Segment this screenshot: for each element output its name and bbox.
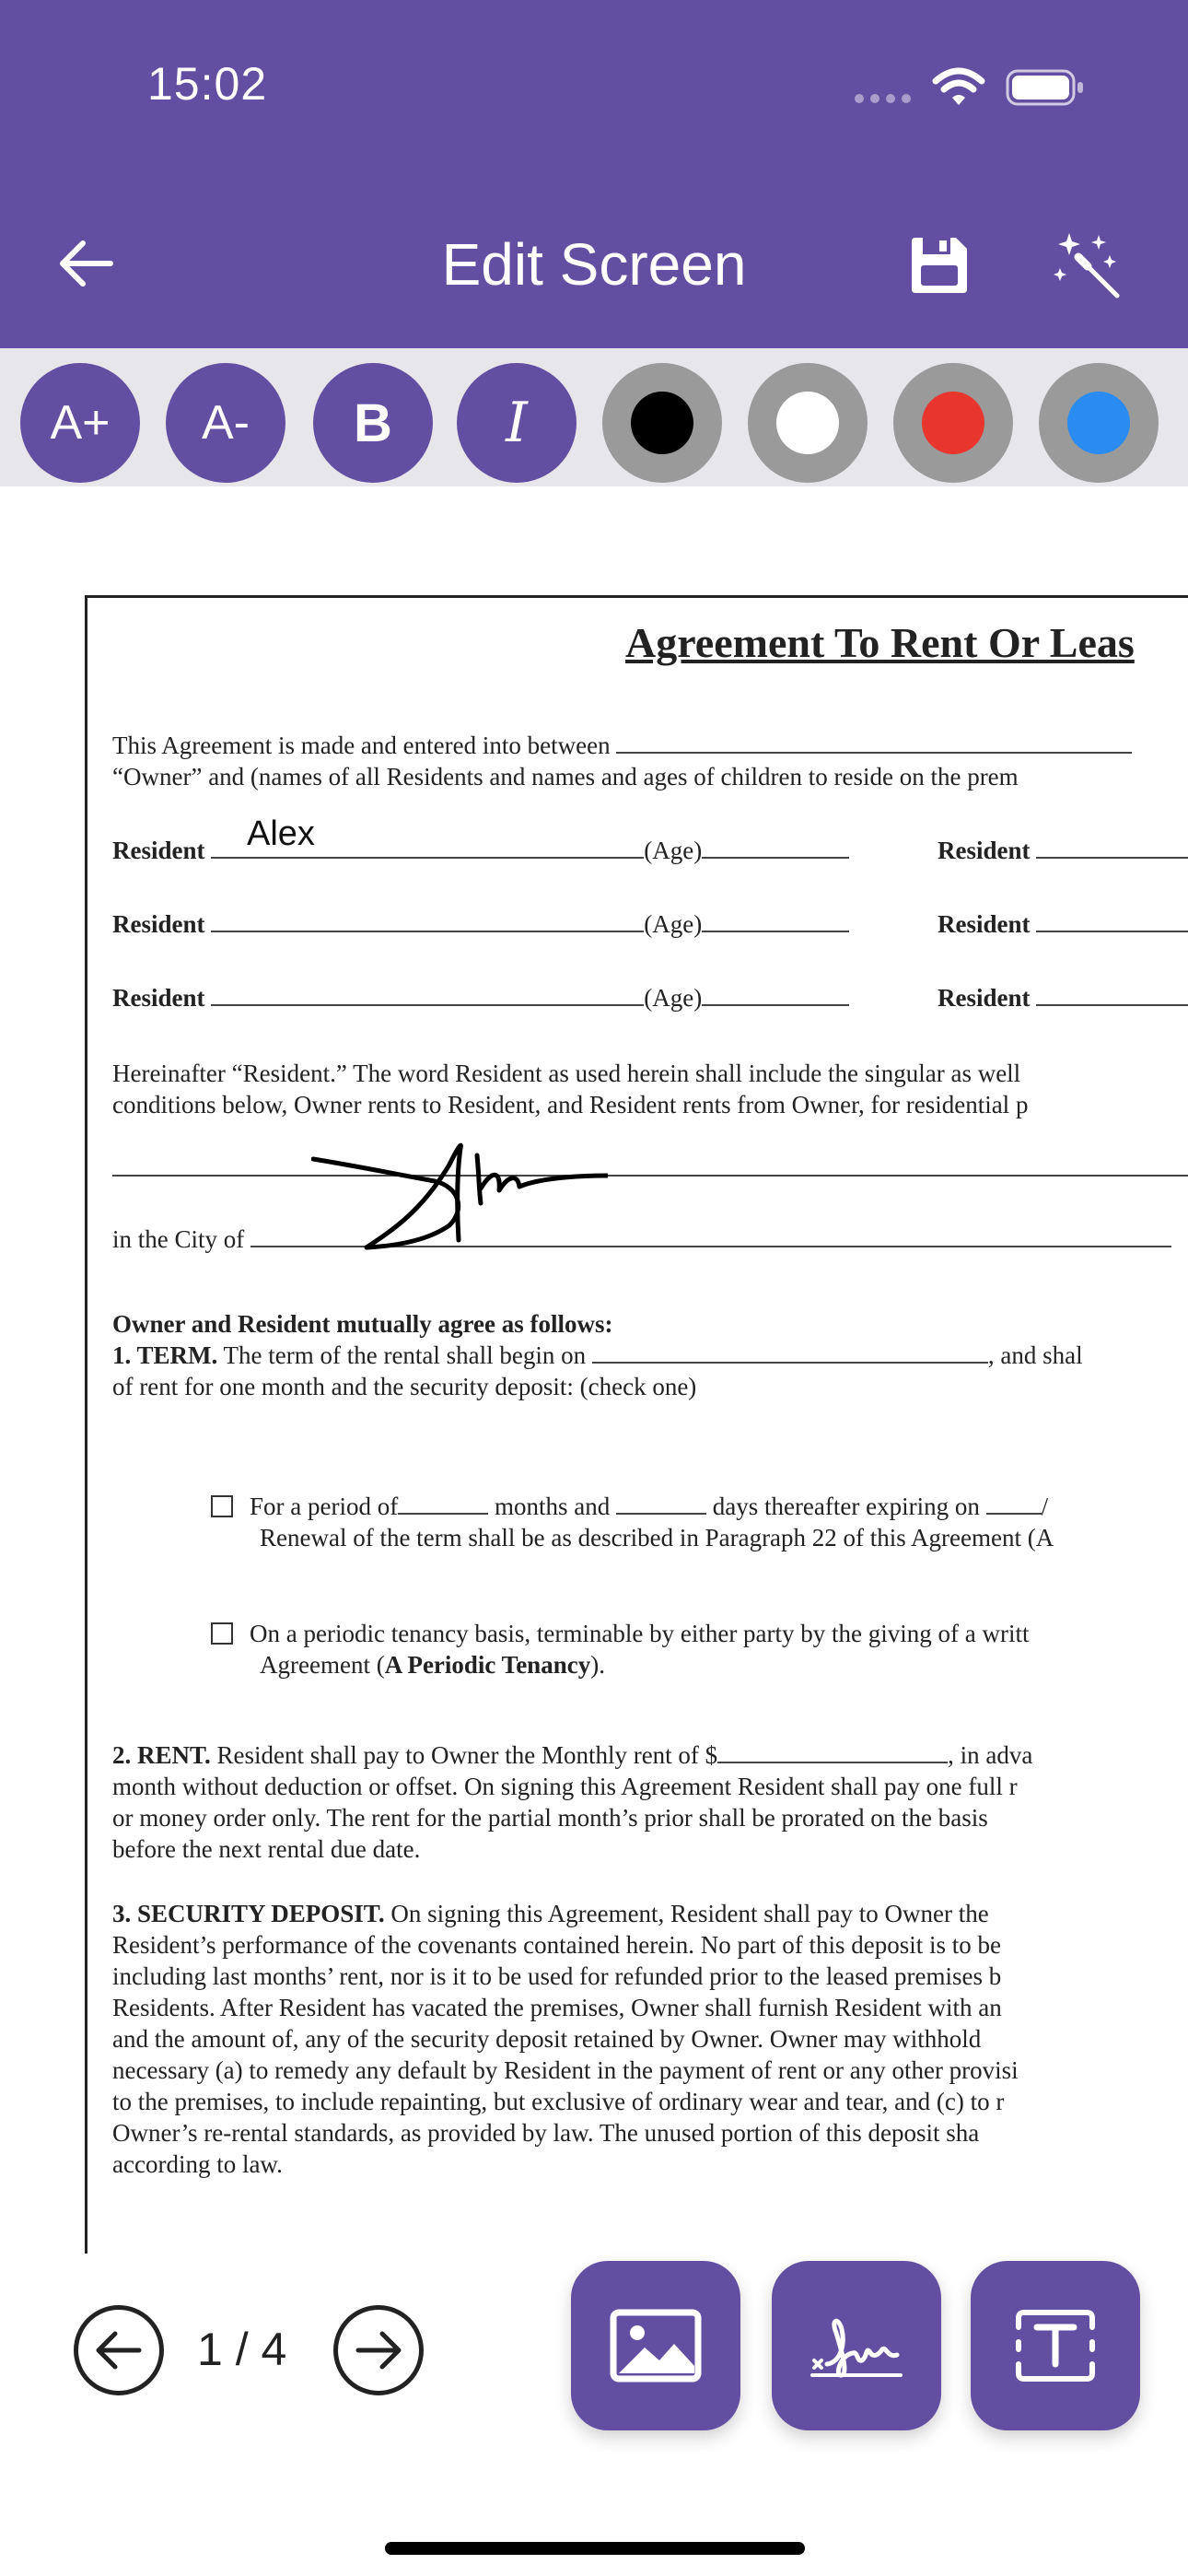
doc-line-city: in the City of — [112, 1224, 1171, 1256]
doc-line-resident-2b: Resident — [938, 909, 1188, 941]
next-page-button[interactable] — [333, 2305, 424, 2395]
add-text-button[interactable] — [971, 2261, 1140, 2430]
doc-line-deposit-2: Resident’s performance of the covenants contained herein. No part of this deposit is to be — [112, 1931, 1001, 1959]
doc-line-rent-4: before the next rental due date. — [112, 1835, 421, 1863]
floppy-disk-icon — [908, 234, 971, 297]
screen-title: Edit Screen — [441, 231, 747, 298]
color-swatch-blue[interactable] — [1039, 363, 1159, 483]
color-swatch-black[interactable] — [602, 363, 722, 483]
image-icon — [610, 2309, 702, 2383]
doc-line-intro: This Agreement is made and entered into between — [112, 731, 1132, 762]
doc-line-term-2: of rent for one month and the security deposit: (check one) — [112, 1373, 697, 1400]
doc-line-deposit-6: necessary (a) to remedy any default by Resident in the payment of rent or any other provisi — [112, 2056, 1019, 2084]
doc-line-resident-3: Resident (Age) — [112, 983, 849, 1014]
doc-line-resident-1: Resident (Age) — [112, 836, 849, 867]
doc-line-address-blank — [112, 1151, 1188, 1185]
magic-button[interactable] — [1046, 227, 1129, 306]
doc-line-option-2b: Agreement (A Periodic Tenancy). — [260, 1651, 605, 1679]
doc-line-rent: 2. RENT. Resident shall pay to Owner the Monthly rent of $ , in adva — [112, 1741, 1033, 1769]
checkbox-fixed-term[interactable] — [211, 1495, 233, 1517]
doc-line-option-2: On a periodic tenancy basis, terminable by either party by the giving of a writt — [211, 1619, 1030, 1650]
doc-line-resident-1b: Resident — [938, 836, 1188, 867]
doc-line-agree-heading: Owner and Resident mutually agree as follows: — [112, 1310, 613, 1338]
document-viewport[interactable] — [0, 486, 1188, 2254]
doc-line-term: 1. TERM. The term of the rental shall begin on , and shal — [112, 1341, 1083, 1369]
add-image-button[interactable] — [571, 2261, 740, 2430]
doc-line-rent-2: month without deduction or offset. On signing this Agreement Resident shall pay one full r — [112, 1773, 1018, 1800]
magic-wand-icon — [1051, 231, 1124, 301]
doc-line-deposit-3: including last months’ rent, nor is it to be used for refunded prior to the leased premises b — [112, 1962, 1002, 1990]
wifi-icon — [932, 66, 985, 107]
doc-line-rent-3: or money order only. The rent for the partial month’s prior shall be prorated on the basis — [112, 1804, 988, 1832]
checkbox-periodic-tenancy[interactable] — [211, 1622, 233, 1645]
resident-name-text-annotation[interactable]: Alex — [247, 814, 315, 853]
page-indicator: 1 / 4 — [197, 2324, 287, 2375]
arrow-left-icon — [93, 2328, 145, 2372]
doc-line-deposit-7: to the premises, to include repainting, but exclusive of ordinary wear and tear, and (c) to r — [112, 2088, 1005, 2115]
add-signature-button[interactable] — [772, 2261, 941, 2430]
doc-line-deposit-4: Residents. After Resident has vacated the premises, Owner shall furnish Resident with an — [112, 1994, 1002, 2021]
doc-line-deposit: 3. SECURITY DEPOSIT. On signing this Agreement, Resident shall pay to Owner the — [112, 1900, 989, 1927]
italic-button[interactable]: I — [457, 363, 577, 483]
text-box-icon — [1011, 2307, 1100, 2384]
status-time: 15:02 — [147, 58, 268, 110]
color-swatch-red[interactable] — [893, 363, 1013, 483]
doc-line-option-1: For a period of months and days thereafter expiring on / — [211, 1492, 1048, 1523]
battery-icon — [1006, 68, 1087, 107]
signature-icon — [809, 2309, 904, 2383]
doc-line-deposit-5: and the amount of, any of the security deposit retained by Owner. Owner may withhold — [112, 2025, 982, 2053]
document-title: Agreement To Rent Or Leas — [625, 619, 1135, 666]
decrease-font-button[interactable]: A- — [166, 363, 285, 483]
bold-button[interactable]: B — [313, 363, 433, 483]
doc-line-owner: “Owner” and (names of all Residents and names and ages of children to reside on the prem — [112, 763, 1019, 790]
doc-line-conditions: conditions below, Owner rents to Resident, and Resident rents from Owner, for residential p — [112, 1091, 1029, 1118]
doc-line-resident-2: Resident (Age) — [112, 909, 849, 941]
cellular-signal-icon — [855, 94, 911, 103]
home-indicator — [385, 2542, 805, 2555]
color-swatch-white[interactable] — [748, 363, 868, 483]
doc-line-resident-3b: Resident — [938, 983, 1188, 1014]
doc-line-deposit-8: Owner’s re-rental standards, as provided by law. The unused portion of this deposit sha — [112, 2119, 980, 2147]
doc-line-deposit-9: according to law. — [112, 2150, 283, 2178]
doc-line-hereinafter: Hereinafter “Resident.” The word Resident as used herein shall include the singular as well — [112, 1060, 1021, 1087]
arrow-right-icon — [353, 2328, 404, 2372]
previous-page-button[interactable] — [74, 2305, 164, 2395]
save-button[interactable] — [903, 228, 976, 302]
document-page: Agreement To Rent Or Leas This Agreement is made and entered into between “Owner” and (names of all Residents and names and ages of children to reside on the prem Resident (Age) Resident Resident (Age) Resident Resident (Age) Resident Hereinafter “Resident.” The word Resident as used herein shall include the singular as well conditions below, Owner rents to Resident, and Resident rents from Owner, for residential p in the City of Owner and Resident mutually agree as follows: 1. TERM. The term of the rental shall begin on , and shal of rent for one month and the security deposit: (check one) For a period of months and days thereafter expiring on / Renewal of the term shall be as described in Paragraph 22 of this Agreement (A On a periodic tenancy basis, terminable by either party by the giving of a writt Agreement (A Periodic Tenancy). 2. RENT. Resident shall pay to Owner the Monthly rent of $ , in adva month without deduction or offset. On signing this Agreement Resident shall pay one full r or money order only. The rent for the partial month’s prior shall be prorated on the basis before the next rental due date. 3. SECURITY DEPOSIT. On signing this Agreement, Resident shall pay to Owner the Resident’s performance of the covenants contained herein. No part of this deposit is to be including last months’ rent, nor is it to be used for refunded prior to the leased premises b Residents. After Resident has vacated the premises, Owner shall furnish Resident with an and the amount of, any of the security deposit retained by Owner. Owner may withhold necessary (a) to remedy any default by Resident in the payment of rent or any other provisi to the premises, to include repainting, but exclusive of ordinary wear and tear, and (c) to r Owner’s re-rental standards, as provided by law. The unused portion of this deposit sha according to law. — [85, 595, 1188, 2254]
signature-annotation[interactable] — [311, 1137, 608, 1251]
increase-font-button[interactable]: A+ — [20, 363, 140, 483]
